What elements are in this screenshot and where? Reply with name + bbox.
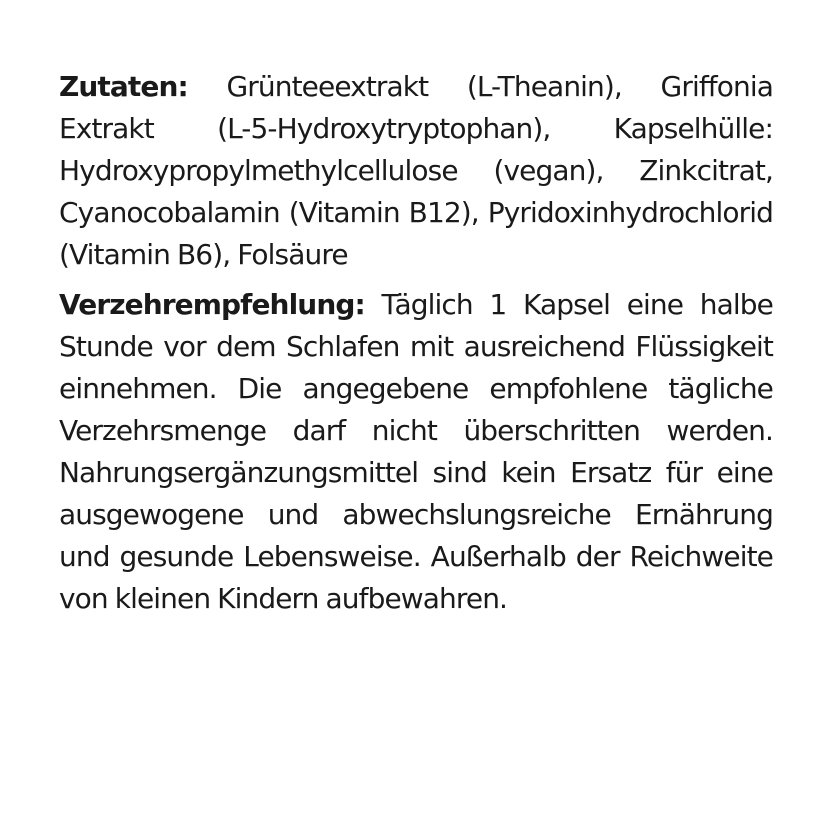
label-text-block xyxy=(59,66,773,620)
ingredients-label: Zutaten: xyxy=(59,70,188,103)
ingredients-text: Grünteeextrakt (L-Theanin), Griffonia Extrakt (L-5-Hydroxytryptophan), Kapselhülle: Hydroxypropylmethylcellulose (vegan), Zinkcitrat, Cyanocobalamin (Vitamin B12), Pyridoxinhydrochlorid (Vitamin B6), Folsäure xyxy=(59,70,773,271)
recommendation-text: Täglich 1 Kapsel eine halbe Stunde vor dem Schlafen mit ausreichend Flüssigkeit einnehmen. Die angegebene empfohlene tägliche Verzehrsmenge darf nicht überschritten werden. Nahrungsergänzungsmittel sind kein Ersatz für eine ausgewogene und abwechslungsreiche Ernährung und gesunde Lebensweise. Außerhalb der Reichweite von kleinen Kindern aufbewahren. xyxy=(59,288,773,615)
recommendation-label: Verzehrempfehlung: xyxy=(59,288,365,321)
recommendation-paragraph xyxy=(59,284,773,620)
ingredients-paragraph xyxy=(59,66,773,276)
